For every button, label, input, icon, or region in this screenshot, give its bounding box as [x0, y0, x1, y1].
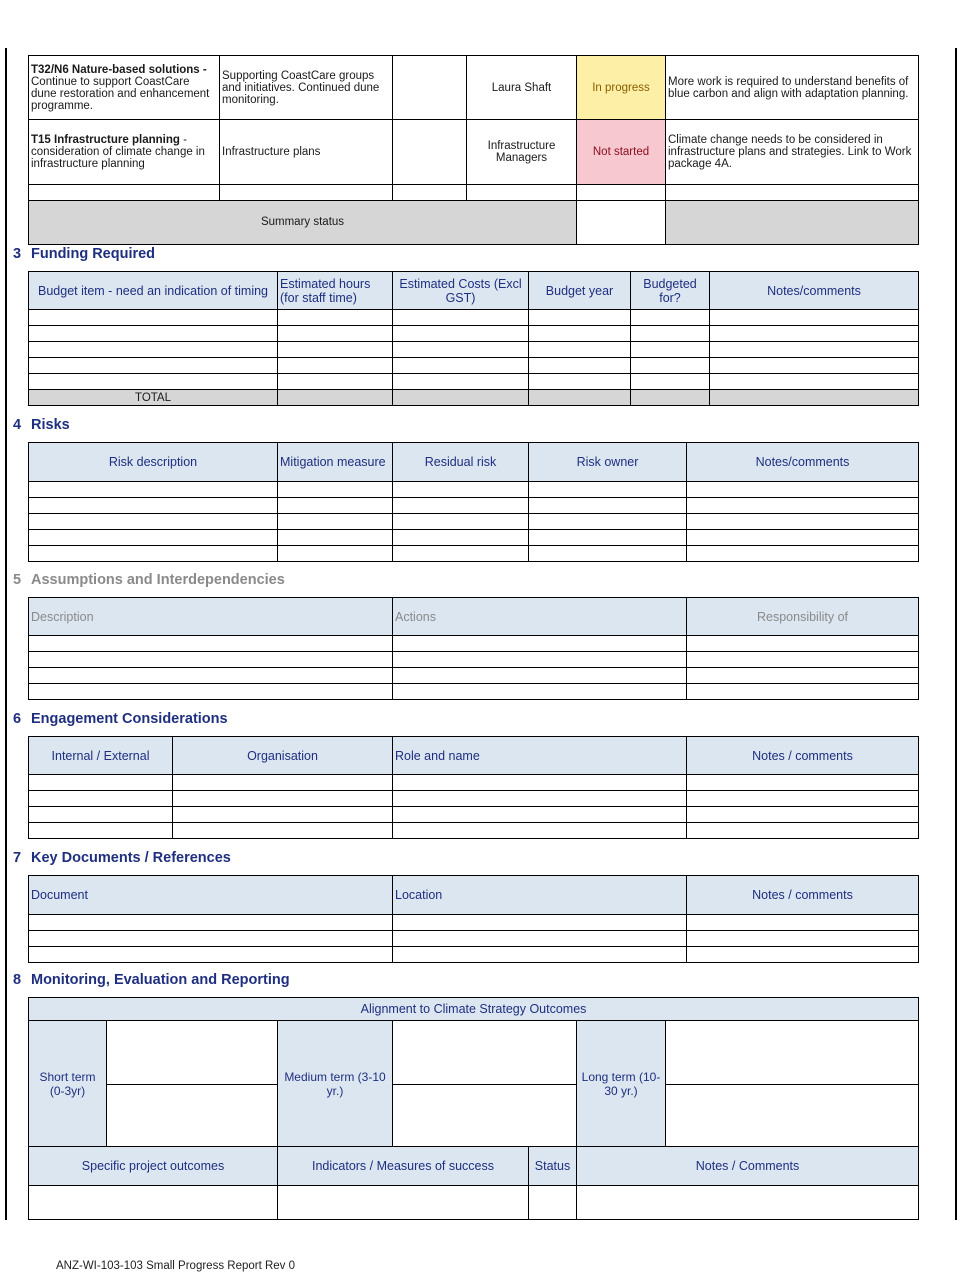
activity-description: - consideration of climate change in infrastructure planning	[31, 133, 205, 170]
table-row	[29, 358, 919, 374]
column-header: Residual risk	[393, 443, 529, 482]
table-header-row	[29, 1147, 919, 1186]
section-heading-risks: 4 Risks	[13, 417, 70, 433]
empty-cell	[393, 56, 467, 120]
table-row	[29, 546, 919, 562]
column-header: Mitigation measure	[278, 443, 393, 482]
table-row	[29, 514, 919, 530]
column-header: Organisation	[173, 737, 393, 775]
activity-owner: Laura Shaft	[467, 56, 577, 120]
summary-status-label: Summary status	[29, 200, 577, 244]
table-row	[29, 310, 919, 326]
table-row	[29, 775, 919, 791]
column-header: Document	[29, 876, 393, 915]
table-row	[29, 807, 919, 823]
assumptions-table	[28, 597, 919, 700]
table-row	[29, 120, 919, 184]
table-row	[29, 1085, 919, 1147]
activity-table	[28, 55, 919, 245]
table-row	[29, 791, 919, 807]
column-header: Notes/comments	[687, 443, 919, 482]
table-row	[29, 931, 919, 947]
summary-comment	[666, 200, 919, 244]
table-row	[29, 326, 919, 342]
table-row	[29, 482, 919, 498]
column-header: Notes / comments	[687, 876, 919, 915]
activity-title-cell	[29, 120, 220, 184]
table-row	[29, 668, 919, 684]
column-header: Internal / External	[29, 737, 173, 775]
column-header: Risk owner	[529, 443, 687, 482]
activity-detail: Supporting CoastCare groups and initiatives. Continued dune monitoring.	[220, 56, 393, 120]
medium-term-label: Medium term (3-10 yr.)	[278, 1021, 393, 1147]
activity-comment: More work is required to understand benefits of blue carbon and align with adaptation planning.	[666, 56, 919, 120]
table-row	[29, 374, 919, 390]
table-row	[29, 1186, 919, 1220]
table-row	[29, 684, 919, 700]
total-row	[29, 390, 919, 406]
activity-detail: Infrastructure plans	[220, 120, 393, 184]
activity-description: Continue to support CoastCare dune restoration and enhancement programme.	[31, 75, 210, 112]
column-header: Location	[393, 876, 687, 915]
alignment-header: Alignment to Climate Strategy Outcomes	[29, 998, 919, 1021]
column-header: Budgeted for?	[631, 272, 710, 310]
section-heading-documents: 7 Key Documents / References	[13, 850, 231, 866]
column-header: Status	[529, 1147, 577, 1186]
column-header: Responsibility of	[687, 598, 919, 636]
activity-title: T32/N6 Nature-based solutions -	[31, 63, 207, 76]
funding-table	[28, 271, 919, 406]
alignment-header-row	[29, 998, 919, 1021]
table-row	[29, 1021, 919, 1085]
section-heading-monitoring: 8 Monitoring, Evaluation and Reporting	[13, 972, 290, 988]
table-row	[29, 498, 919, 514]
table-row	[29, 947, 919, 963]
section-heading-assumptions: 5 Assumptions and Interdependencies	[13, 572, 285, 588]
table-header-row	[29, 598, 919, 636]
column-header: Notes / Comments	[577, 1147, 919, 1186]
table-row	[29, 915, 919, 931]
activity-comment: Climate change needs to be considered in infrastructure plans and strategies. Link to Work package 4A.	[666, 120, 919, 184]
column-header: Budget year	[529, 272, 631, 310]
long-term-label: Long term (10-30 yr.)	[577, 1021, 666, 1147]
column-header: Estimated Costs (Excl GST)	[393, 272, 529, 310]
engagement-table	[28, 736, 919, 839]
monitoring-table	[28, 997, 919, 1220]
table-row	[29, 636, 919, 652]
column-header: Risk description	[29, 443, 278, 482]
column-header: Indicators / Measures of success	[278, 1147, 529, 1186]
left-border-line	[5, 48, 7, 1220]
column-header: Description	[29, 598, 393, 636]
status-badge: Not started	[577, 120, 666, 184]
summary-row	[29, 200, 919, 244]
activity-title: T15 Infrastructure planning	[31, 133, 180, 146]
table-row	[29, 530, 919, 546]
document-footer: ANZ-WI-103-103 Small Progress Report Rev 0	[56, 1260, 296, 1272]
documents-table	[28, 875, 919, 963]
activity-title-cell	[29, 56, 220, 120]
table-row	[29, 342, 919, 358]
table-row	[29, 56, 919, 120]
column-header: Budget item - need an indication of timing	[29, 272, 278, 310]
column-header: Notes / comments	[687, 737, 919, 775]
column-header: Notes/comments	[710, 272, 919, 310]
table-header-row	[29, 737, 919, 775]
table-row	[29, 823, 919, 839]
table-header-row	[29, 443, 919, 482]
column-header: Actions	[393, 598, 687, 636]
column-header: Specific project outcomes	[29, 1147, 278, 1186]
short-term-label: Short term (0-3yr)	[29, 1021, 107, 1147]
activity-owner: Infrastructure Managers	[467, 120, 577, 184]
table-row	[29, 184, 919, 200]
section-heading-funding: 3 Funding Required	[13, 246, 156, 262]
table-header-row	[29, 876, 919, 915]
risks-table	[28, 442, 919, 562]
table-header-row	[29, 272, 919, 310]
column-header: Estimated hours (for staff time)	[278, 272, 393, 310]
table-row	[29, 652, 919, 668]
status-badge: In progress	[577, 56, 666, 120]
right-border-line	[955, 48, 957, 1220]
summary-status-value	[577, 200, 666, 244]
column-header: Role and name	[393, 737, 687, 775]
total-label: TOTAL	[29, 390, 278, 406]
empty-cell	[393, 120, 467, 184]
section-heading-engagement: 6 Engagement Considerations	[13, 711, 228, 727]
